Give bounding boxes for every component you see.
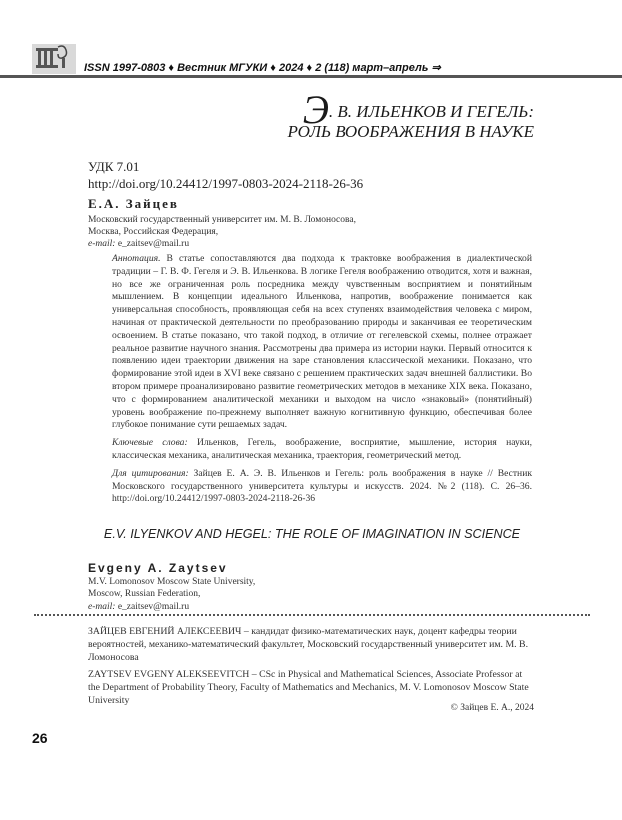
author-name-ru: Е.А. Зайцев [88, 196, 179, 211]
separator: ♦ [270, 62, 276, 74]
affiliation-line: Moscow, Russian Federation, [88, 589, 201, 600]
bio-en: ZAYTSEV EVGENY ALEKSEEVITCH – CSc in Physical and Mathematical Sciences, Associate Professor at the Department of Probability Theory, Faculty of Mathematics and Mechanics, M. V. Lomonosov Moscow State University [88, 669, 529, 706]
title-line-2: РОЛЬ ВООБРАЖЕНИЯ В НАУКЕ [287, 122, 534, 141]
journal-header-line [84, 61, 441, 74]
journal-logo-icon [32, 44, 76, 74]
citation [112, 468, 532, 506]
journal-year: 2024 [278, 62, 304, 74]
email-link[interactable]: e_zaitsev@mail.ru [117, 239, 190, 249]
article-title [287, 87, 534, 142]
journal-name: Вестник МГУКИ [177, 62, 268, 74]
page-number: 26 [32, 730, 48, 746]
affiliation-line: M.V. Lomonosov Moscow State University, [88, 577, 256, 587]
email-label: e-mail: [88, 239, 116, 249]
author-affiliation-ru [88, 214, 356, 250]
keywords-text: Ильенков, Гегель, воображение, восприятие, мышление, история науки, классическая механика, аналитическая механика, траектория, геометрический метод. [112, 437, 532, 461]
issn: ISSN 1997-0803 [84, 62, 166, 74]
abstract-block [112, 253, 532, 511]
arrow-icon: ⇒ [431, 62, 441, 74]
abstract-label: Аннотация. [112, 253, 161, 264]
doi-link[interactable]: http://doi.org/10.24412/1997-0803-2024-2118-26-36 [88, 176, 364, 191]
page-header [0, 44, 622, 80]
author-affiliation-en [88, 576, 255, 613]
copyright: © Зайцев Е. А., 2024 [450, 703, 534, 713]
udk: УДК 7.01 [88, 159, 140, 174]
citation-text: Зайцев Е. А. Э. В. Ильенков и Гегель: роль воображения в науке // Вестник Московского государственного университета культуры и искусств. 2024. №2 (118). С. 26–36. http://doi.org/10.24412/1997-0803-2024-2118-26-36 [112, 467, 532, 505]
journal-issue: 2 (118) март–апрель [315, 62, 429, 74]
header-rule [0, 75, 622, 78]
affiliation-line: Московский государственный университет им. М. В. Ломоносова, [88, 215, 356, 225]
dotted-divider [34, 614, 590, 616]
abstract-text: В статье сопоставляются два подхода к трактовке воображения в диалектической традиции – Г. В. Ф. Гегеля и Э. В. Ильенкова. В логике Гегеля воображению отводится, хотя и важная, но все же ограниченная роль посредника между чувственным восприятием и понятийным мышлением. В концепции идеального Ильенкова, напротив, воображение понимается как универсальная способность, проявляющая себя на всех ступенях взаимодействия человека с миром, начиная от практической деятельности по преобразованию природы и заканчивая ее теоретическим освоением. В статье показано, что такой подход, в отличие от гегелевской схемы, полнее отражает реальное развитие научного знания. Рассмотрены два примера из истории науки. Первый относится к появлению идеи траектории движения на заре становления классической механики. Показано, что формирование этой идеи в XVI веке связано с решением практических задач внешней баллистики. Во втором примере проанализировано развитие геометрических методов в механике XIX века. Показано, что с формированием аналитической механики и выходом на число «знаковый» (понятийный) уровень воображение по-прежнему выполняет важную когнитивную функцию, обеспечивая более глубокое понимание сути решаемых задач. [112, 253, 532, 431]
email-link[interactable]: e_zaitsev@mail.ru [117, 601, 190, 612]
citation-label: Для цитирования: [112, 467, 189, 479]
article-meta [88, 158, 363, 192]
bio-ru: ЗАЙЦЕВ ЕВГЕНИЙ АЛЕКСЕЕВИЧ – кандидат физико-математических наук, доцент кафедры теории вероятностей, механико-математический факультет, Московский государственный университет им. М. В. Ломоносова [88, 626, 529, 663]
separator: ♦ [306, 62, 313, 74]
keywords-label: Ключевые слова: [112, 437, 188, 449]
title-line-1: . В. ИЛЬЕНКОВ И ГЕГЕЛЬ: [328, 102, 534, 121]
affiliation-line: Москва, Российская Федерация, [88, 227, 219, 237]
title-initial: Э [302, 87, 329, 132]
english-title: E.V. ILYENKOV AND HEGEL: THE ROLE OF IMAGINATION IN SCIENCE [103, 527, 521, 541]
keywords [112, 437, 532, 463]
author-bio [88, 625, 533, 711]
email-label: e-mail: [88, 601, 116, 612]
author-name-en: Evgeny A. Zaytsev [88, 561, 228, 575]
abstract [112, 253, 532, 432]
separator: ♦ [168, 62, 175, 74]
